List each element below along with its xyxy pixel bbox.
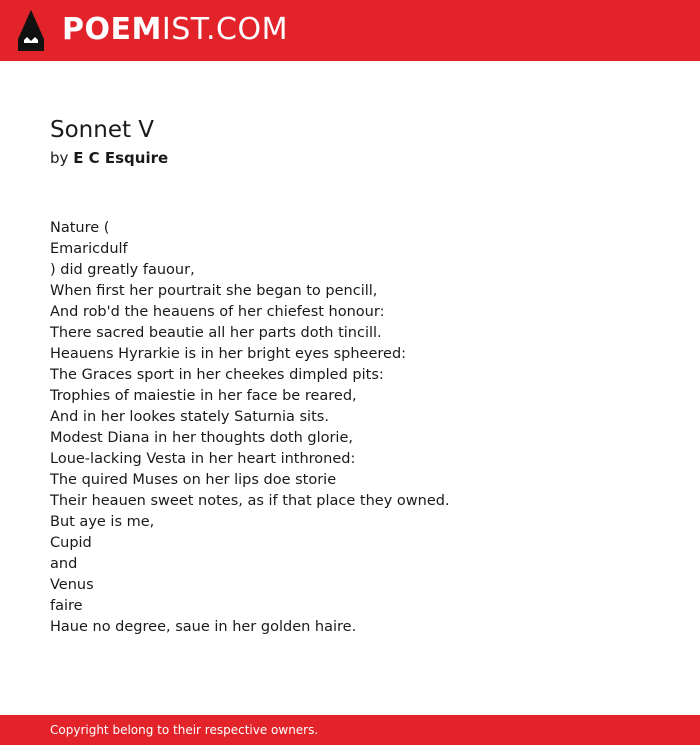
poem-body [50,218,670,638]
author-name: E C Esquire [73,149,169,167]
poem-line: The Graces sport in her cheekes dimpled pits: [50,367,384,383]
poem-line: ) did greatly fauour, [50,262,195,278]
poem-line: Heauens Hyrarkie is in her bright eyes spheered: [50,346,407,362]
poem-title: Sonnet V [50,117,155,143]
copyright-text: Copyright belong to their respective owners. [50,723,319,737]
poem-line: Haue no degree, saue in her golden haire. [50,619,357,635]
poem-line: Cupid [50,535,92,551]
poem-header [50,113,670,170]
poem-line: Trophies of maiestie in her face be reared, [50,388,357,404]
poem-line: Nature ( [50,220,110,236]
poem-line: Loue-lacking Vesta in her heart inthroned: [50,451,356,467]
poem-line: Modest Diana in her thoughts doth glorie, [50,430,353,446]
poem-line: Venus [50,577,94,593]
poem-line: When first her pourtrait she began to pencill, [50,283,378,299]
pencil-tip-icon[interactable] [18,10,44,51]
poem-line: But aye is me, [50,514,155,530]
site-footer [0,715,700,745]
poem-line: and [50,556,78,572]
by-label: by [50,149,69,167]
poem-line: And rob'd the heauens of her chiefest honour: [50,304,385,320]
poem-line: Emaricdulf [50,241,128,257]
logo-bold-text: POEM [62,12,162,47]
poem-line: faire [50,598,83,614]
poem-line: There sacred beautie all her parts doth tincill. [50,325,382,341]
byline [50,146,670,170]
poem-line: Their heauen sweet notes, as if that place they owned. [50,493,450,509]
poem-line: The quired Muses on her lips doe storie [50,472,337,488]
site-logo[interactable] [62,12,288,48]
logo-light-text: IST.COM [161,12,288,47]
poem-line: And in her lookes stately Saturnia sits. [50,409,329,425]
site-header [0,0,700,61]
